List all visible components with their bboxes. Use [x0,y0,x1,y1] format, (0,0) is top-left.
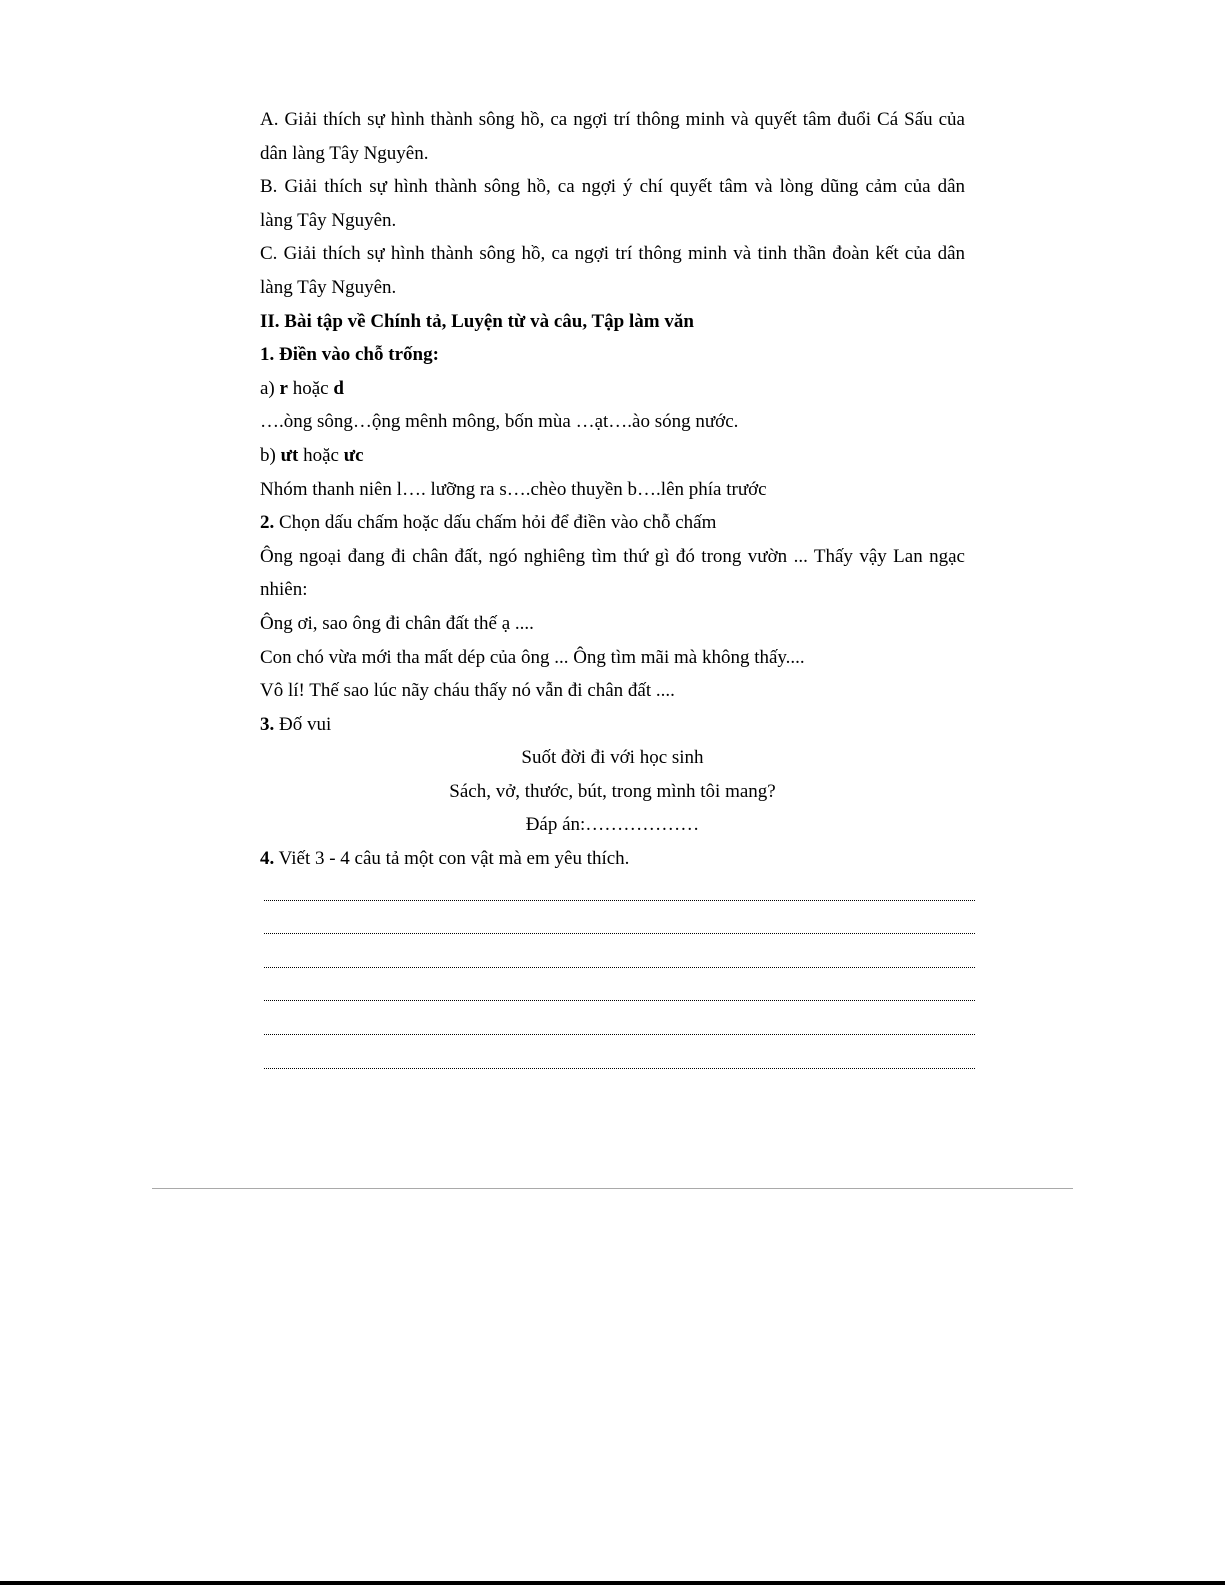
exercise-2-line-1: Ông ngoại đang đi chân đất, ngó nghiêng tìm thứ gì đó trong vườn ... Thấy vậy Lan ngạc [260,545,965,567]
exercise-3-heading [260,708,965,742]
exercise-2-heading [260,506,965,540]
answer-line-1[interactable] [264,876,975,910]
exercise-1b-or: hoặc [298,444,344,466]
option-a-line-2: dân làng Tây Nguyên. [260,142,429,164]
exercise-2-title: Chọn dấu chấm hoặc dấu chấm hỏi để điền vào chỗ chấm [274,512,717,534]
exercise-4-heading [260,842,965,876]
answer-line-3[interactable] [264,943,975,977]
exercise-1a-option-r: r [279,377,288,399]
exercise-2-number: 2. [260,512,275,534]
exercise-2-line-3: Ông ơi, sao ông đi chân đất thế ạ .... [260,612,534,634]
exercise-3-number: 3. [260,713,275,735]
option-a-line-1: A. Giải thích sự hình thành sông hồ, ca ngợi trí thông minh và quyết tâm đuổi Cá Sấu của [260,109,965,130]
exercise-1a-sentence: ….òng sông…ộng mênh mông, bốn mùa …ạt….ào sóng nước. [260,411,739,433]
exercise-1a-or: hoặc [287,377,334,399]
exercise-1a-option-d: d [333,377,344,399]
exercise-4-number: 4. [260,848,275,870]
exercise-1-heading-text: 1. Điền vào chỗ trống: [260,344,439,366]
exercise-1a-prefix: a) [260,377,280,399]
answer-line-2[interactable] [264,909,975,943]
exercise-1b-label [260,439,965,473]
section-2-heading [260,305,965,339]
worksheet-content [260,103,965,1077]
exercise-1b-sentence: Nhóm thanh niên l…. lưỡng ra s….chèo thuyền b….lên phía trước [260,478,767,500]
answer-line-4[interactable] [264,976,975,1010]
option-b-line-1: B. Giải thích sự hình thành sông hồ, ca ngợi ý chí quyết tâm và lòng dũng cảm của dân [260,176,965,198]
exercise-1b-prefix: b) [260,444,281,466]
exercise-1b-option-ut: ưt [280,444,299,466]
exercise-4-title: Viết 3 - 4 câu tả một con vật mà em yêu thích. [274,848,630,870]
page-divider [152,1188,1073,1189]
exercise-1b-option-uc: ưc [343,444,364,466]
exercise-3-title: Đố vui [274,713,332,735]
exercise-2-line-4: Con chó vừa mới tha mất dép của ông ... Ông tìm mãi mà không thấy.... [260,646,805,668]
riddle-line-2: Sách, vở, thước, bút, trong mình tôi mang? [449,780,776,802]
riddle-line-1: Suốt đời đi với học sinh [521,747,704,769]
page-bottom-edge [0,1581,1225,1585]
option-b-line-2: làng Tây Nguyên. [260,209,397,231]
answer-line-5[interactable] [264,1010,975,1044]
option-c-line-1: C. Giải thích sự hình thành sông hồ, ca ngợi trí thông minh và tinh thần đoàn kết của dân [260,243,965,265]
answer-line-6[interactable] [264,1044,975,1078]
exercise-1a-label [260,372,965,406]
section-2-heading-text: II. Bài tập về Chính tả, Luyện từ và câu, Tập làm văn [260,310,694,332]
exercise-2-line-2: nhiên: [260,579,308,601]
exercise-2-line-5: Vô lí! Thế sao lúc nãy cháu thấy nó vẫn đi chân đất .... [260,680,675,702]
exercise-1-heading [260,338,965,372]
riddle-answer: Đáp án:……………… [525,814,700,836]
option-c-line-2: làng Tây Nguyên. [260,276,397,298]
